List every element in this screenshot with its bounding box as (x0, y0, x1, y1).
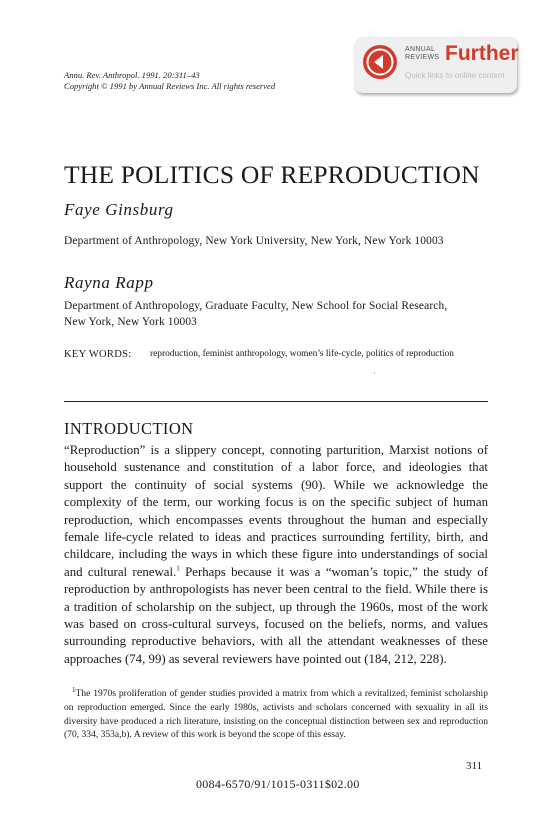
journal-meta (64, 70, 275, 91)
article-code: 0084-6570/91/1015-0311$02.00 (196, 777, 360, 791)
annual-reviews-further-badge[interactable] (355, 37, 517, 93)
page-number: 311 (466, 760, 483, 772)
footnote-text: The 1970s proliferation of gender studies provided a matrix from which a revitalized, feminist scholarship on reproduction emerged. Since the early 1980s, activists and scholars concerned with sexuality in all its diversity have produced a rich literature, insisting on the conceptual distinction between sex and reproduction (70, 334, 353a,b). A review of this work is beyond the scope of this essay. (64, 688, 488, 741)
article-title: THE POLITICS OF REPRODUCTION (64, 160, 480, 189)
keywords-list: reproduction, feminist anthropology, women’s life-cycle, politics of reproduction (150, 349, 454, 359)
section-divider (64, 401, 488, 402)
badge-small-text: ANNUAL REVIEWS (405, 46, 440, 61)
introduction-paragraph: “Reproduction” is a slippery concept, connoting parturition, Marxist notions of household sustenance and constitution of a labor force, and ideologies that support the continuity of social systems (90). While we acknowledge the complexity of the term, our working focus is on the specific subject of human reproduction, which encompasses events throughout the human and especially female life-cycle related to ideas and practices surrounding fertility, birth, and childcare, including the ways in which these figure into understandings of social and cultural renewal.$^1$ Perhaps because it was a “woman’s topic,” the study of reproduction by anthropologists has never been central to the field. While there is a tradition of scholarship on the subject, up through the 1960s, most of the work was based on cross-cultural surveys, focused on the beliefs, norms, and values surrounding reproductive behaviors, with all the attendant weaknesses of these approaches (74, 99) as several reviewers have pointed out (184, 212, 228). (64, 443, 488, 666)
keywords-label: KEY WORDS: (64, 349, 132, 360)
author-affiliation-1: Department of Anthropology, New York University, New York, New York 10003 (64, 235, 444, 247)
footnote-reference[interactable]: 1 (176, 564, 180, 573)
badge-tagline: Quick links to online content (405, 71, 505, 80)
section-heading-introduction: INTRODUCTION (64, 419, 194, 438)
badge-further-text: Further (445, 42, 519, 65)
play-arrow-icon (363, 45, 397, 79)
copyright-line: Copyright © 1991 by Annual Reviews Inc. All rights reserved (64, 80, 276, 91)
journal-citation: Annu. Rev. Anthropol. 1991. 20:311–43 (64, 70, 200, 80)
author-affiliation-2: Department of Anthropology, Graduate Faculty, New School for Social Research, New York, New York 10003 (64, 300, 448, 328)
stray-mark: · (373, 369, 376, 378)
footnote (64, 687, 488, 742)
author-name-2: Rayna Rapp (64, 273, 154, 292)
author-name-1: Faye Ginsburg (64, 200, 174, 219)
footnote-marker: 1 (72, 685, 76, 694)
